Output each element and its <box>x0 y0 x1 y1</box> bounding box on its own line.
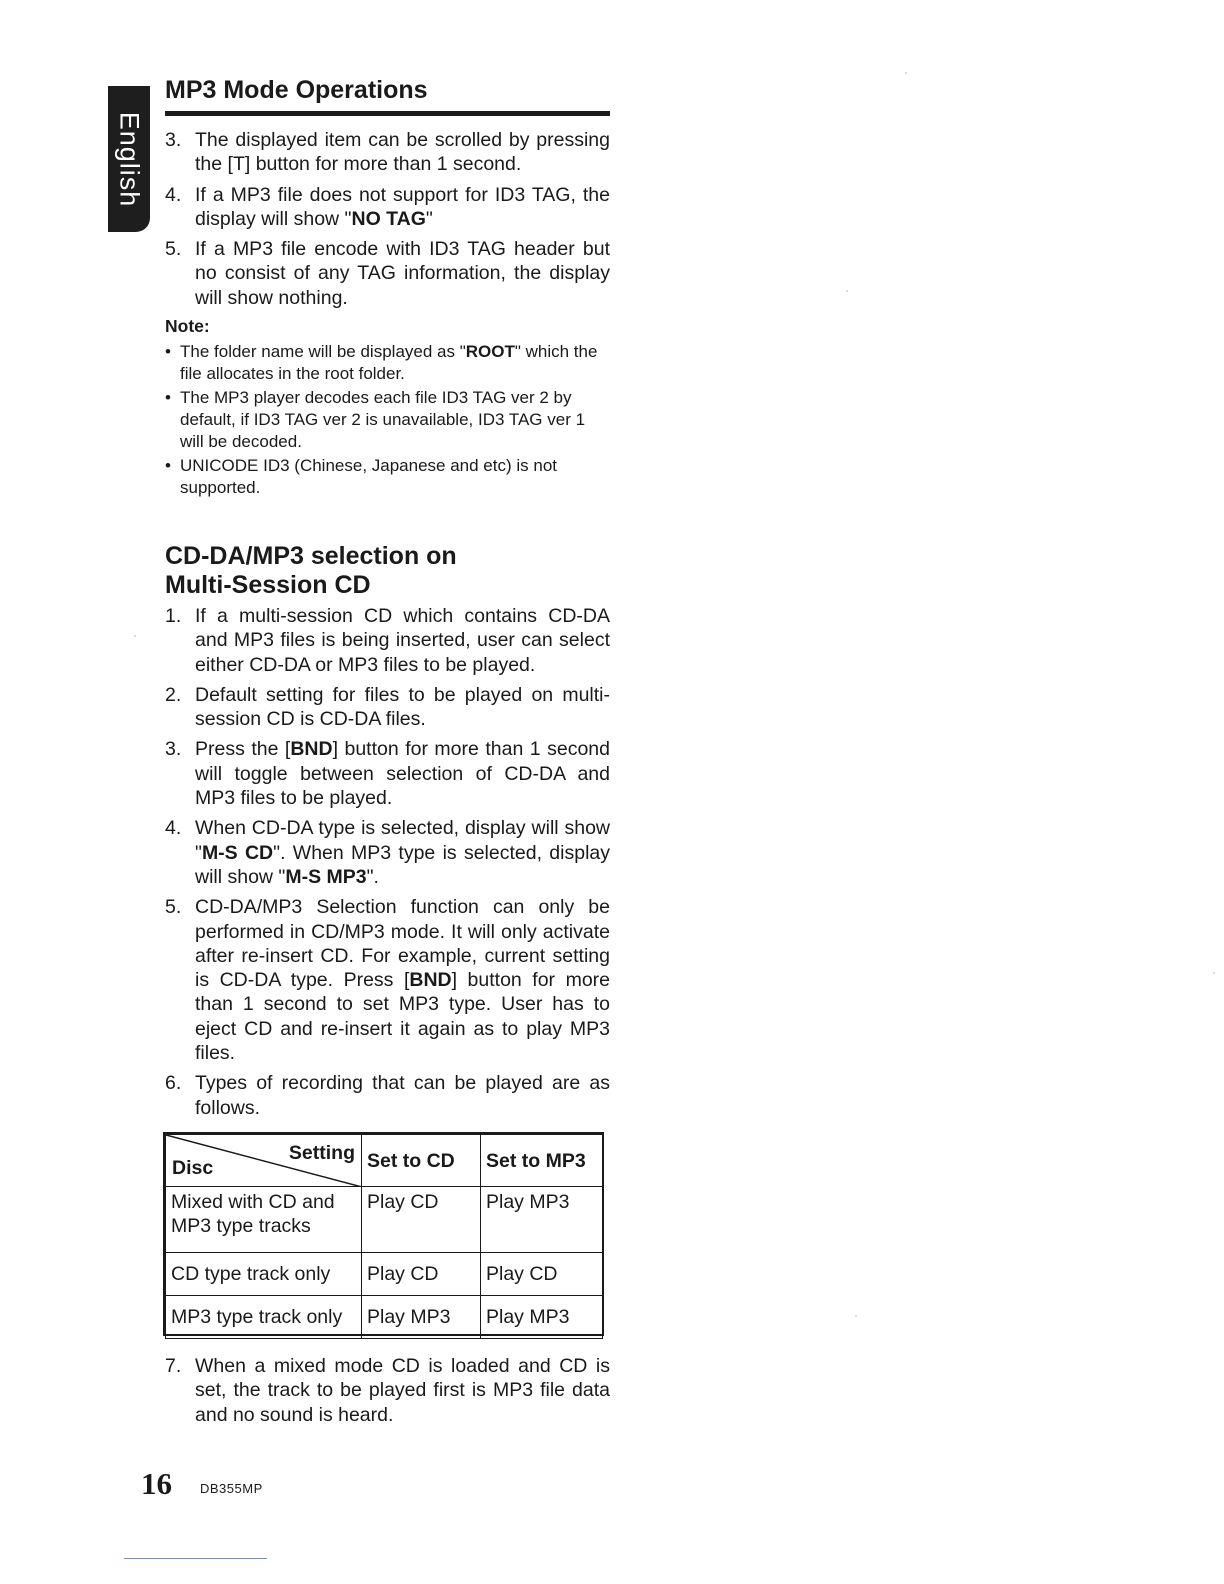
section1-list <box>165 128 610 310</box>
footer-line <box>124 1558 267 1559</box>
item-number: 5. <box>165 896 182 919</box>
note-list <box>165 341 610 499</box>
button-name-bnd: BND <box>409 969 452 992</box>
note-text: " which the file allocates in the root folder. <box>180 342 598 384</box>
scan-speck <box>134 635 136 637</box>
table-row <box>166 1253 603 1296</box>
section-multi-session <box>165 542 610 600</box>
list-item <box>165 237 610 310</box>
section1-body <box>165 128 610 501</box>
language-tab-label: English <box>114 111 145 207</box>
note-item <box>165 387 610 453</box>
table-cell: Play MP3 <box>481 1187 603 1253</box>
section2-body <box>165 604 610 1126</box>
scan-speck <box>905 72 907 74</box>
list-item <box>165 1071 610 1120</box>
item-text: Types of recording that can be played are as follows. <box>195 1072 610 1119</box>
note-item <box>165 455 610 499</box>
item-number: 3. <box>165 129 182 151</box>
bullet-icon: • <box>165 342 171 362</box>
section-title-line: CD-DA/MP3 selection on <box>165 542 457 570</box>
note-text: The folder name will be displayed as " <box>180 342 466 362</box>
table-cell: Play CD <box>362 1253 481 1296</box>
table-header-cell: Set to MP3 <box>481 1135 603 1187</box>
item-number: 4. <box>165 817 182 840</box>
section-mp3-mode-operations <box>165 76 610 105</box>
playback-table <box>163 1132 604 1336</box>
column-axis-label: Setting <box>288 1142 355 1164</box>
item-number: 5. <box>165 238 182 261</box>
page-number: 16 <box>141 1466 172 1501</box>
item-text: If a MP3 file does not support for ID3 TAG, the display will show " <box>195 183 610 230</box>
item-text: ] button for more than 1 second will toggle between selection of CD-DA and MP3 files to be played. <box>195 738 610 810</box>
item-number: 2. <box>165 683 182 706</box>
row-axis-label: Disc <box>172 1157 214 1179</box>
item-text: ". <box>366 865 379 888</box>
section-title-line: Multi-Session CD <box>165 571 371 599</box>
model-number: DB355MP <box>200 1481 263 1496</box>
item-number: 3. <box>165 738 182 761</box>
list-item <box>165 604 610 677</box>
list-item <box>165 683 610 732</box>
list-item <box>165 1354 610 1427</box>
language-tab <box>108 86 150 232</box>
table-cell: Play MP3 <box>362 1296 481 1339</box>
table-cell: Play MP3 <box>481 1296 603 1339</box>
item-text: When a mixed mode CD is loaded and CD is set, the track to be played first is MP3 file data and no sound is heard. <box>195 1355 610 1426</box>
note-text: UNICODE ID3 (Chinese, Japanese and etc) is not supported. <box>180 456 558 498</box>
note-text: The MP3 player decodes each file ID3 TAG ver 2 by default, if ID3 TAG ver 2 is unavailable, ID3 TAG ver 1 will be decoded. <box>180 388 586 452</box>
item-text: ] button for more than 1 second to set MP3 type. User has to eject CD and re-insert it again as to play MP3 files. <box>195 969 610 1065</box>
display-text-root: ROOT <box>465 342 515 362</box>
list-item <box>165 895 610 1065</box>
list-item <box>165 737 610 810</box>
button-name-bnd: BND <box>290 738 333 761</box>
item-number: 6. <box>165 1072 182 1095</box>
item-text: " <box>425 207 433 230</box>
section2-list <box>165 604 610 1120</box>
table-cell: Play CD <box>481 1253 603 1296</box>
table-header-row <box>166 1135 603 1187</box>
item-number: 1. <box>165 605 182 627</box>
bullet-icon: • <box>165 456 171 476</box>
table-row <box>166 1187 603 1253</box>
table-header-cell: Set to CD <box>362 1135 481 1187</box>
scan-speck <box>846 290 848 292</box>
item-text: When CD-DA type is selected, display will show " <box>195 817 610 864</box>
list-item <box>165 183 610 232</box>
section2-list-continued <box>165 1354 610 1427</box>
list-item <box>165 816 610 889</box>
section2-item7 <box>165 1354 610 1433</box>
display-text-no-tag: NO TAG <box>351 207 426 230</box>
item-text: Press the [ <box>195 738 291 761</box>
list-item <box>165 128 610 177</box>
table-cell: MP3 type track only <box>166 1296 362 1339</box>
bullet-icon: • <box>165 388 171 408</box>
scan-speck <box>855 1315 857 1317</box>
note-item <box>165 341 610 385</box>
item-number: 7. <box>165 1355 182 1377</box>
table-row <box>166 1296 603 1339</box>
title-rule <box>165 111 610 116</box>
item-text: If a MP3 file encode with ID3 TAG header but no consist of any TAG information, the display will show nothing. <box>195 238 610 309</box>
item-text: If a multi-session CD which contains CD-DA and MP3 files is being inserted, user can select either CD-DA or MP3 files to be played. <box>195 605 610 676</box>
item-text: CD-DA/MP3 Selection function can only be performed in CD/MP3 mode. It will only activate after re-insert CD. For example, current setting is CD-DA type. Press [ <box>195 896 610 992</box>
item-number: 4. <box>165 183 182 206</box>
note-label: Note: <box>165 316 210 337</box>
display-text-ms-cd: M-S CD <box>201 841 274 864</box>
table-corner-cell <box>166 1135 362 1187</box>
table-cell: CD type track only <box>166 1253 362 1296</box>
table-cell: Play CD <box>362 1187 481 1253</box>
section-title <box>165 542 610 600</box>
item-text: ". When MP3 type is selected, display will show " <box>195 841 611 888</box>
display-text-ms-mp3: M-S MP3 <box>285 865 367 888</box>
section-title: MP3 Mode Operations <box>165 76 428 104</box>
table-cell: Mixed with CD and MP3 type tracks <box>166 1187 362 1253</box>
scan-speck <box>1213 972 1215 974</box>
item-text: The displayed item can be scrolled by pressing the [T] button for more than 1 second. <box>195 129 610 176</box>
item-text: Default setting for files to be played on multi-session CD is CD-DA files. <box>195 683 610 731</box>
